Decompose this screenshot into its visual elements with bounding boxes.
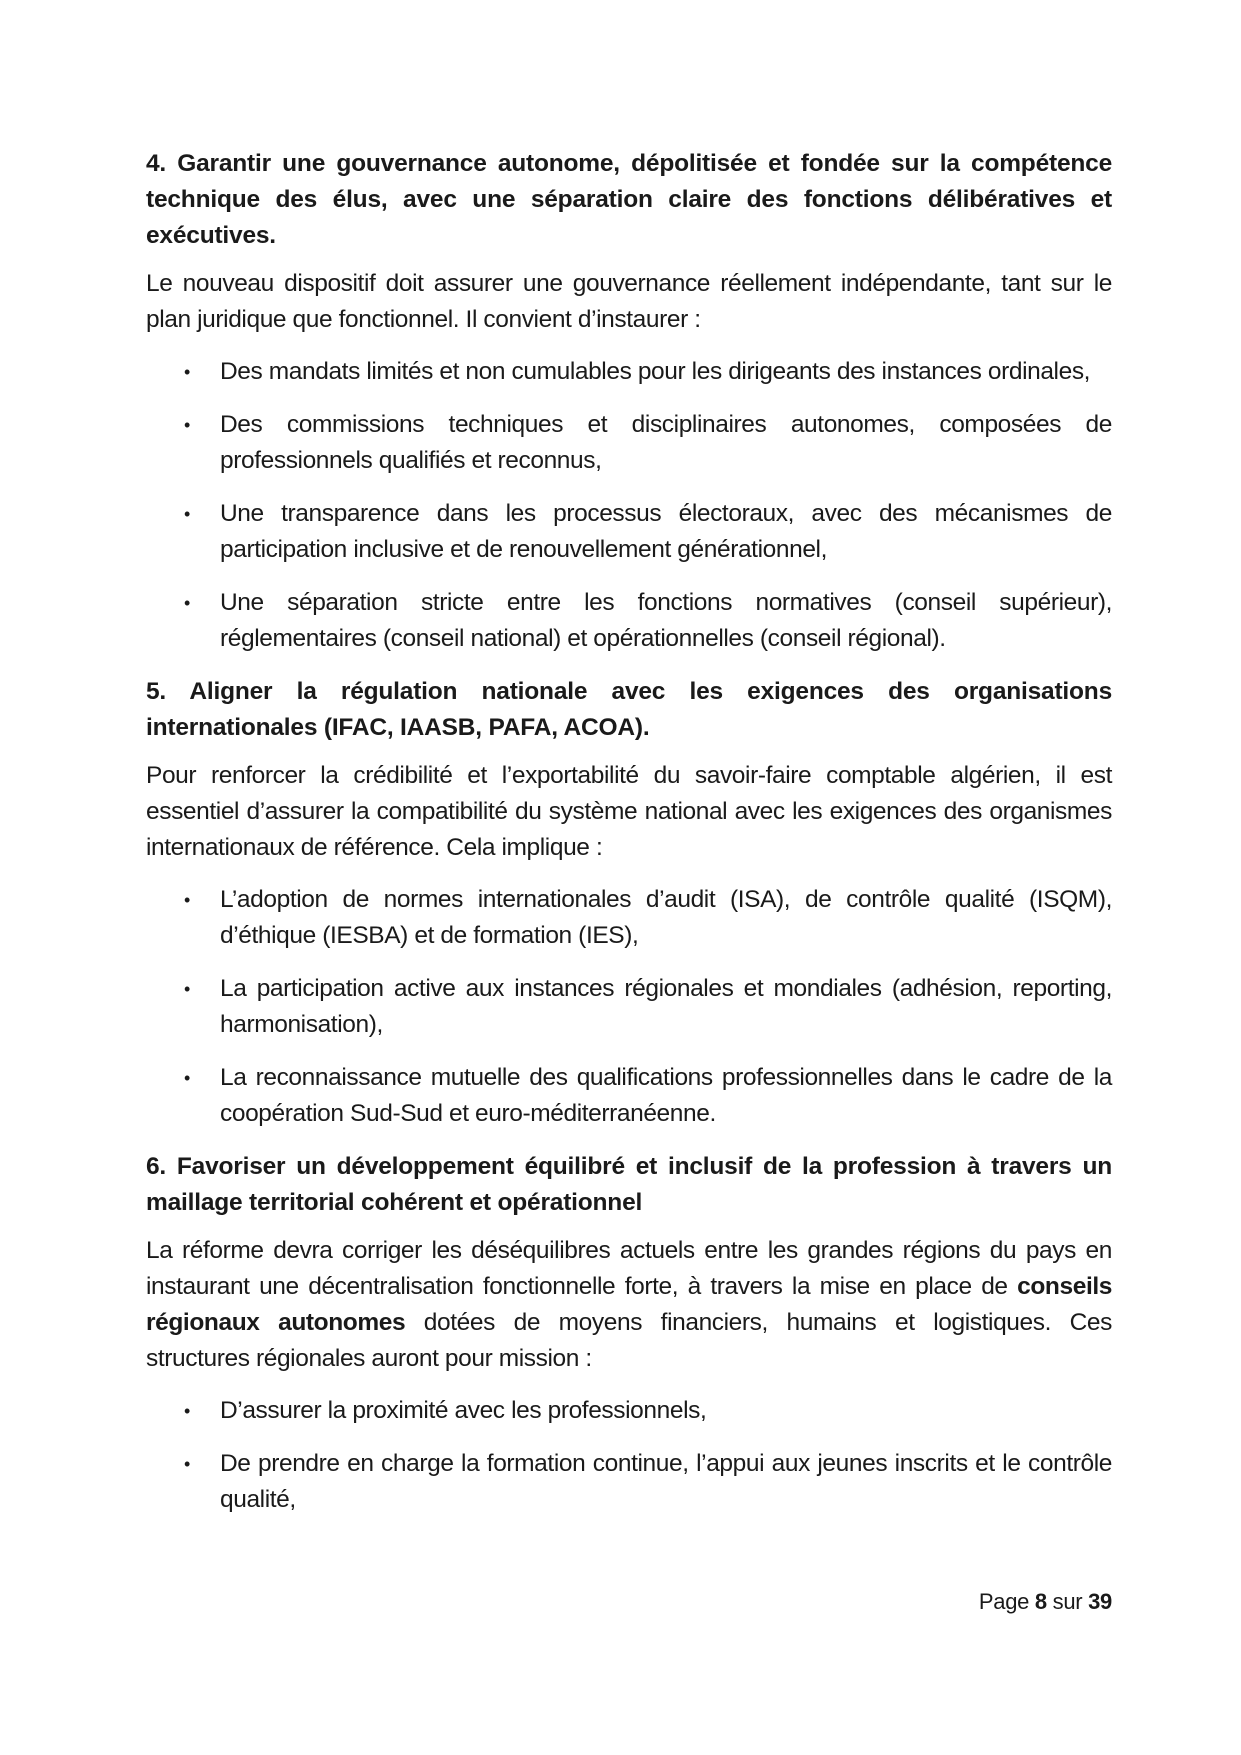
- bullet-icon: •: [184, 1401, 190, 1421]
- list-item: • De prendre en charge la formation continue, l’appui aux jeunes inscrits et le contrôle qualité,: [146, 1446, 1112, 1518]
- bullet-icon: •: [184, 1454, 190, 1474]
- list-item: • D’assurer la proximité avec les professionnels,: [146, 1393, 1112, 1429]
- bullet-icon: •: [184, 979, 190, 999]
- section-5-heading: 5. Aligner la régulation nationale avec les exigences des organisations internationales (IFAC, IAASB, PAFA, ACOA).: [146, 678, 1112, 741]
- bullet-icon: •: [184, 593, 190, 613]
- list-item: • L’adoption de normes internationales d’audit (ISA), de contrôle qualité (ISQM), d’éthique (IESBA) et de formation (IES),: [146, 882, 1112, 954]
- total-pages-number: 39: [1088, 1589, 1112, 1614]
- bullet-icon: •: [184, 415, 190, 435]
- list-item: • Une transparence dans les processus électoraux, avec des mécanismes de participation inclusive et de renouvellement générationnel,: [146, 496, 1112, 568]
- section-4-intro: Le nouveau dispositif doit assurer une gouvernance réellement indépendante, tant sur le plan juridique que fonctionnel. Il convient d’instaurer :: [146, 270, 1112, 333]
- document-page: [146, 146, 1112, 1535]
- bullet-icon: •: [184, 1068, 190, 1088]
- emphasis-text: conseils régionaux autonomes: [146, 1273, 1112, 1336]
- section-4-heading: 4. Garantir une gouvernance autonome, dépolitisée et fondée sur la compétence technique des élus, avec une séparation claire des fonctions délibératives et exécutives.: [146, 150, 1112, 249]
- bullet-icon: •: [184, 890, 190, 910]
- list-item: • Des commissions techniques et disciplinaires autonomes, composées de professionnels qualifiés et reconnus,: [146, 407, 1112, 479]
- section-5-bullet-list: [146, 882, 1112, 1132]
- list-item: • La participation active aux instances régionales et mondiales (adhésion, reporting, harmonisation),: [146, 971, 1112, 1043]
- section-6-heading: 6. Favoriser un développement équilibré et inclusif de la profession à travers un maillage territorial cohérent et opérationnel: [146, 1153, 1112, 1216]
- list-item: • La reconnaissance mutuelle des qualifications professionnelles dans le cadre de la coopération Sud-Sud et euro-méditerranéenne.: [146, 1060, 1112, 1132]
- list-item: • Des mandats limités et non cumulables pour les dirigeants des instances ordinales,: [146, 354, 1112, 390]
- page-number-footer: Page 8 sur 39: [978, 1589, 1112, 1614]
- list-item: • Une séparation stricte entre les fonctions normatives (conseil supérieur), réglementaires (conseil national) et opérationnelles (conseil régional).: [146, 585, 1112, 657]
- current-page-number: 8: [1034, 1589, 1047, 1614]
- bullet-icon: •: [184, 362, 190, 382]
- section-6-intro: La réforme devra corriger les déséquilibres actuels entre les grandes régions du pays en instaurant une décentralisation fonctionnelle forte, à travers la mise en place de conseils régionaux autonomes dotées de moyens financiers, humains et logistiques. Ces structures régionales auront pour mission :: [146, 1237, 1112, 1372]
- section-5-intro: Pour renforcer la crédibilité et l’exportabilité du savoir-faire comptable algérien, il est essentiel d’assurer la compatibilité du système national avec les exigences des organismes internationaux de référence. Cela implique :: [146, 762, 1112, 861]
- bullet-icon: •: [184, 504, 190, 524]
- section-6-bullet-list: [146, 1393, 1112, 1518]
- section-4-bullet-list: [146, 354, 1112, 657]
